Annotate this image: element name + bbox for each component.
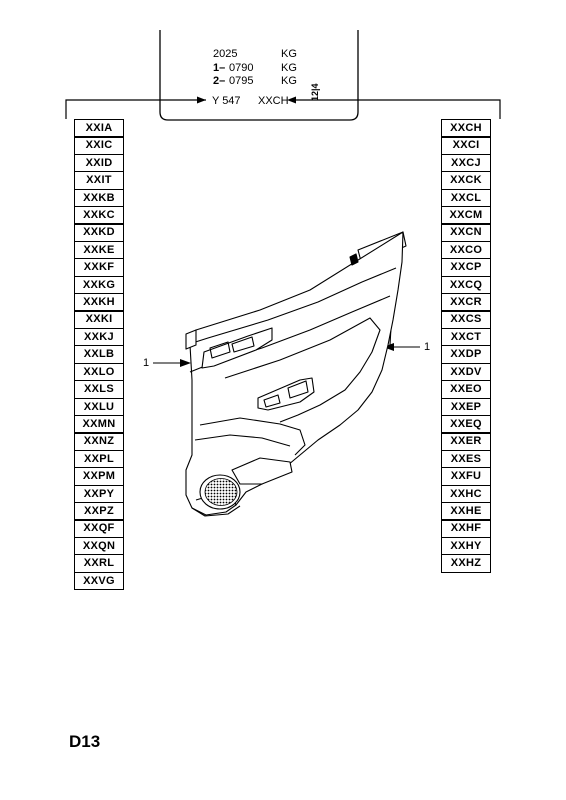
- right-code-cell: XXFU: [441, 467, 491, 486]
- right-code-cell: XXCQ: [441, 276, 491, 295]
- left-code-cell: XXLO: [74, 363, 124, 382]
- right-code-cell: XXDP: [441, 345, 491, 364]
- right-code-cell: XXHC: [441, 485, 491, 504]
- right-callout-number: 1: [424, 341, 431, 353]
- left-code-cell: XXIT: [74, 171, 124, 190]
- left-code-cell: XXKJ: [74, 328, 124, 347]
- door-trim-panel-illustration: [186, 232, 406, 516]
- right-code-cell: XXCK: [441, 171, 491, 190]
- header-row-2-value: 0790: [229, 62, 254, 74]
- right-code-cell: XXCJ: [441, 154, 491, 173]
- right-code-column: [441, 119, 491, 572]
- right-code-cell: XXDV: [441, 363, 491, 382]
- right-code-cell: XXEO: [441, 380, 491, 399]
- right-code-cell: XXCP: [441, 258, 491, 277]
- left-code-cell: XXKH: [74, 293, 124, 312]
- left-code-cell: XXKF: [74, 258, 124, 277]
- left-code-cell: XXNZ: [74, 432, 124, 451]
- left-connector-arrowhead: [197, 97, 206, 104]
- left-code-cell: XXIC: [74, 136, 124, 155]
- right-code-cell: XXHZ: [441, 554, 491, 573]
- left-code-cell: XXKB: [74, 189, 124, 208]
- left-code-cell: XXKD: [74, 223, 124, 242]
- left-code-cell: XXMN: [74, 415, 124, 434]
- left-code-cell: XXID: [74, 154, 124, 173]
- right-code-cell: XXCL: [441, 189, 491, 208]
- model-code: Y 547: [212, 95, 241, 107]
- speaker-grille-illustration: [200, 475, 240, 509]
- right-code-cell: XXHY: [441, 537, 491, 556]
- header-row-3-value: 0795: [229, 75, 254, 87]
- right-code-cell: XXCH: [441, 119, 491, 138]
- left-code-cell: XXKE: [74, 241, 124, 260]
- left-code-cell: XXPY: [74, 485, 124, 504]
- left-code-column: [74, 119, 124, 589]
- header-row-2-prefix: 1–: [213, 62, 226, 74]
- left-code-cell: XXRL: [74, 554, 124, 573]
- header-row-1-value: 2025: [213, 48, 238, 60]
- left-code-cell: XXKI: [74, 310, 124, 329]
- left-code-cell: XXLB: [74, 345, 124, 364]
- right-code-cell: XXCN: [441, 223, 491, 242]
- right-code-cell: XXCO: [441, 241, 491, 260]
- header-row-2-unit: KG: [281, 62, 297, 74]
- left-callout-arrowhead: [180, 359, 191, 367]
- right-code-cell: XXHF: [441, 519, 491, 538]
- right-connector-line: [294, 100, 500, 119]
- right-code-cell: XXER: [441, 432, 491, 451]
- rotated-code: 12|4: [310, 83, 320, 101]
- header-row-3-unit: KG: [281, 75, 297, 87]
- left-code-cell: XXPM: [74, 467, 124, 486]
- left-code-cell: XXKC: [74, 206, 124, 225]
- page-code: D13: [69, 732, 101, 751]
- right-code-cell: XXES: [441, 450, 491, 469]
- right-code-cell: XXHE: [441, 502, 491, 521]
- left-code-cell: XXVG: [74, 572, 124, 591]
- right-code-cell: XXCI: [441, 136, 491, 155]
- left-code-cell: XXIA: [74, 119, 124, 138]
- left-code-cell: XXPL: [74, 450, 124, 469]
- right-code-cell: XXCS: [441, 310, 491, 329]
- left-connector-line: [66, 100, 206, 119]
- right-code-cell: XXEP: [441, 398, 491, 417]
- header-row-1-unit: KG: [281, 48, 297, 60]
- right-code-cell: XXCM: [441, 206, 491, 225]
- header-row-3-prefix: 2–: [213, 75, 226, 87]
- right-code-cell: XXCT: [441, 328, 491, 347]
- right-code-cell: XXCR: [441, 293, 491, 312]
- left-code-cell: XXQN: [74, 537, 124, 556]
- right-code-cell: XXEQ: [441, 415, 491, 434]
- left-callout-number: 1: [143, 357, 150, 369]
- left-code-cell: XXLU: [74, 398, 124, 417]
- variant-code: XXCH: [258, 95, 289, 107]
- left-code-cell: XXKG: [74, 276, 124, 295]
- left-code-cell: XXPZ: [74, 502, 124, 521]
- left-code-cell: XXQF: [74, 519, 124, 538]
- left-code-cell: XXLS: [74, 380, 124, 399]
